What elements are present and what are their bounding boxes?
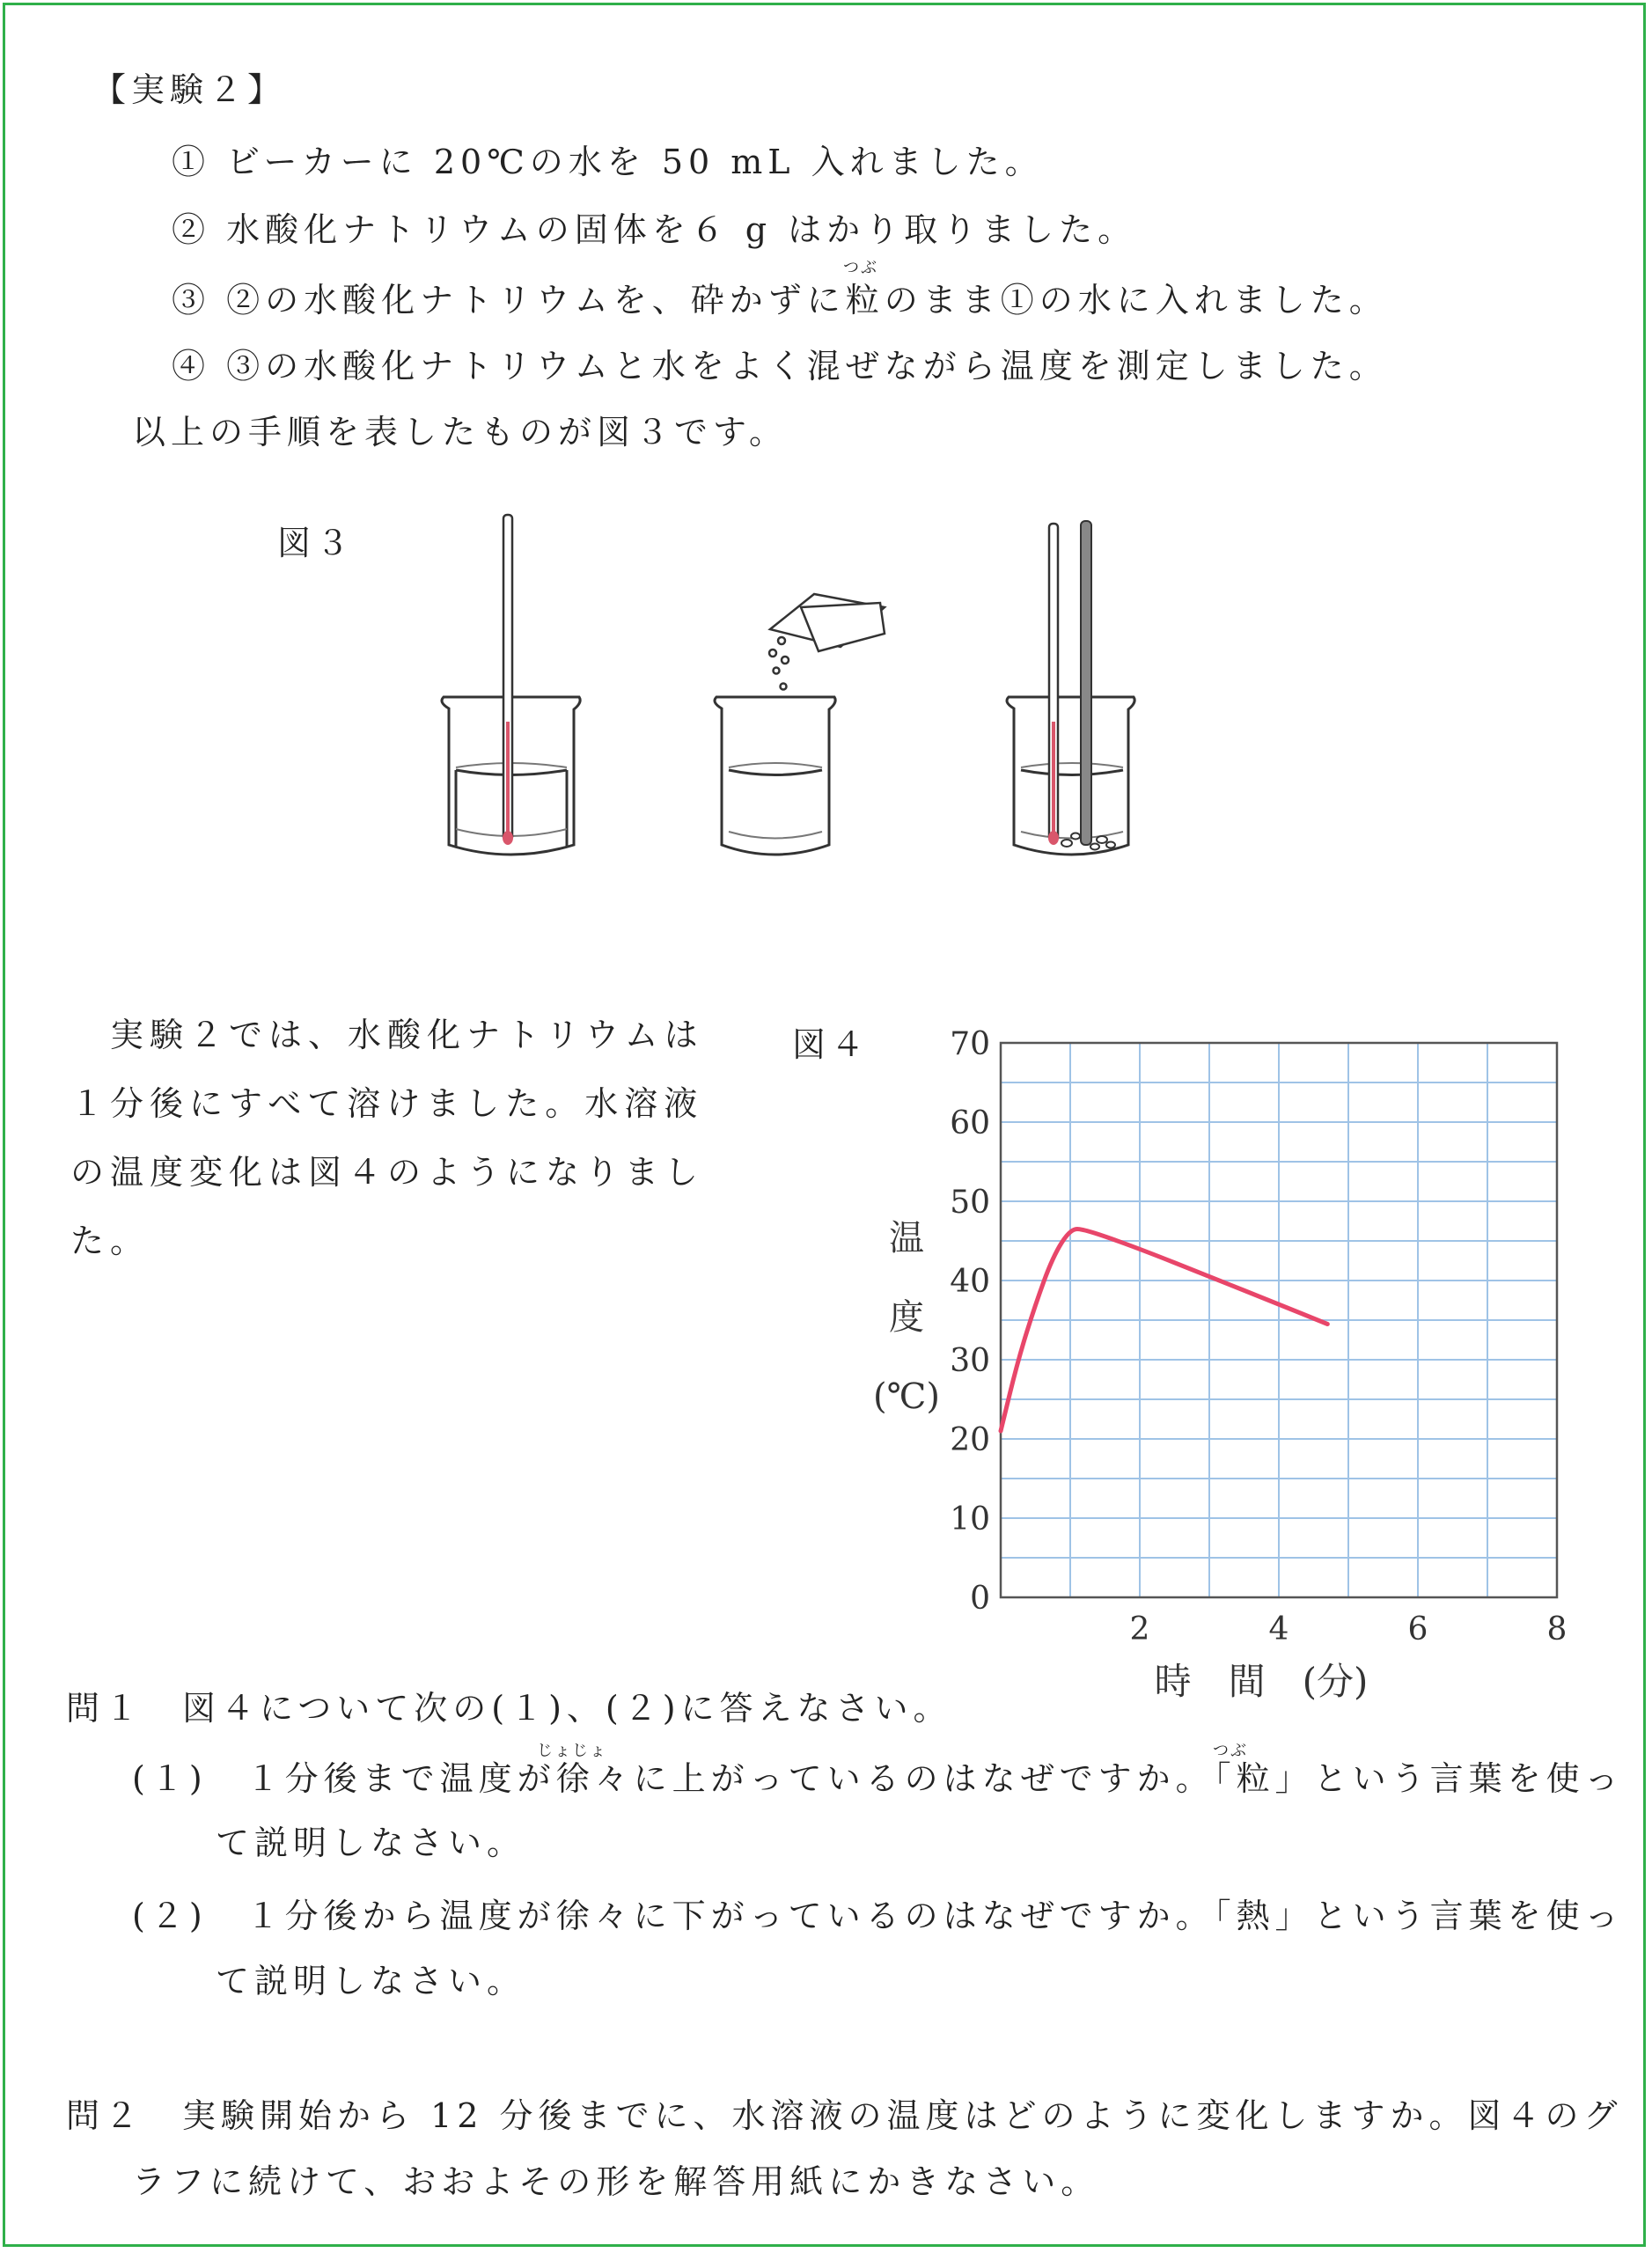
step-2: ② 水酸化ナトリウムの固体を６ g はかり取りました。 (172, 210, 1137, 249)
question1-sub1-ruby-tsubu: つぶ (1213, 1742, 1248, 1760)
y-axis-label: (℃) (873, 1376, 940, 1417)
question1-sub2-line1: (２) １分後から温度が徐々に下がっているのはなぜですか。「熱」という言葉を使っ (132, 1897, 1624, 1935)
step-4: ④ ③の水酸化ナトリウムと水をよく混ぜながら温度を測定しました。 (172, 347, 1388, 385)
question1-sub1-line2: て説明しなさい。 (216, 1824, 526, 1862)
paragraph-line-1: 実験２では、水酸化ナトリウムは (110, 1016, 704, 1054)
x-tick-label: 6 (1407, 1611, 1428, 1648)
question1-sub2-line2: て説明しなさい。 (216, 1962, 526, 2000)
y-tick-label: 30 (950, 1343, 990, 1379)
paragraph-line-3: の温度変化は図４のようになりまし (70, 1153, 705, 1192)
paragraph-line-2: １分後にすべて溶けました。水溶液 (70, 1084, 704, 1123)
beaker-3 (1007, 697, 1134, 855)
temperature-chart (845, 1012, 1602, 1703)
y-tick-label: 40 (950, 1264, 990, 1300)
step-3-ruby: つぶ (843, 259, 878, 277)
step-3: ③ ②の水酸化ナトリウムを、砕かずに粒のまま①の水に入れました。 (172, 281, 1388, 319)
x-axis-label: 時 間 (分) (1154, 1660, 1369, 1703)
paper-with-pellets (769, 594, 885, 690)
question1-sub1-ruby-jojo: じょじょ (537, 1742, 607, 1760)
experiment-heading: 【実験２】 (92, 70, 287, 109)
question2-line1: 問２ 実験開始から 12 分後までに、水溶液の温度はどのように変化しますか。図４のグ (66, 2096, 1623, 2135)
question1-title: 問１ 図４について次の(１)、(２)に答えなさい。 (66, 1689, 952, 1728)
y-tick-label: 0 (970, 1581, 990, 1617)
y-tick-label: 10 (950, 1501, 990, 1537)
question1-sub1-line1: (１) １分後まで温度が徐々に上がっているのはなぜですか。「粒」という言葉を使っ (132, 1759, 1624, 1798)
y-axis-label: 温 (889, 1218, 924, 1259)
y-tick-label: 70 (950, 1026, 990, 1062)
summary-text: 以上の手順を表したものが図３です。 (132, 413, 788, 451)
y-tick-label: 60 (950, 1105, 990, 1141)
glass-rod (1081, 521, 1091, 845)
y-tick-label: 20 (950, 1422, 990, 1458)
thermometer-1 (503, 515, 513, 845)
x-tick-label: 2 (1129, 1611, 1150, 1648)
step-1: ① ビーカーに 20℃の水を 50 mL 入れました。 (172, 143, 1044, 181)
figure4-label: 図４ (792, 1025, 870, 1064)
question2-line2: ラフに続けて、おおよその形を解答用紙にかきなさい。 (132, 2162, 1100, 2201)
x-tick-label: 4 (1268, 1611, 1289, 1648)
paragraph-line-4: た。 (70, 1222, 151, 1260)
description-paragraph (70, 1001, 713, 1275)
beaker-2 (715, 697, 835, 855)
y-tick-label: 50 (950, 1185, 990, 1221)
figure3-illustration (422, 502, 1179, 871)
thermometer-3 (1048, 524, 1059, 845)
y-axis-label: 度 (889, 1297, 924, 1338)
x-tick-label: 8 (1546, 1611, 1568, 1648)
figure3-label: 図３ (277, 524, 356, 562)
